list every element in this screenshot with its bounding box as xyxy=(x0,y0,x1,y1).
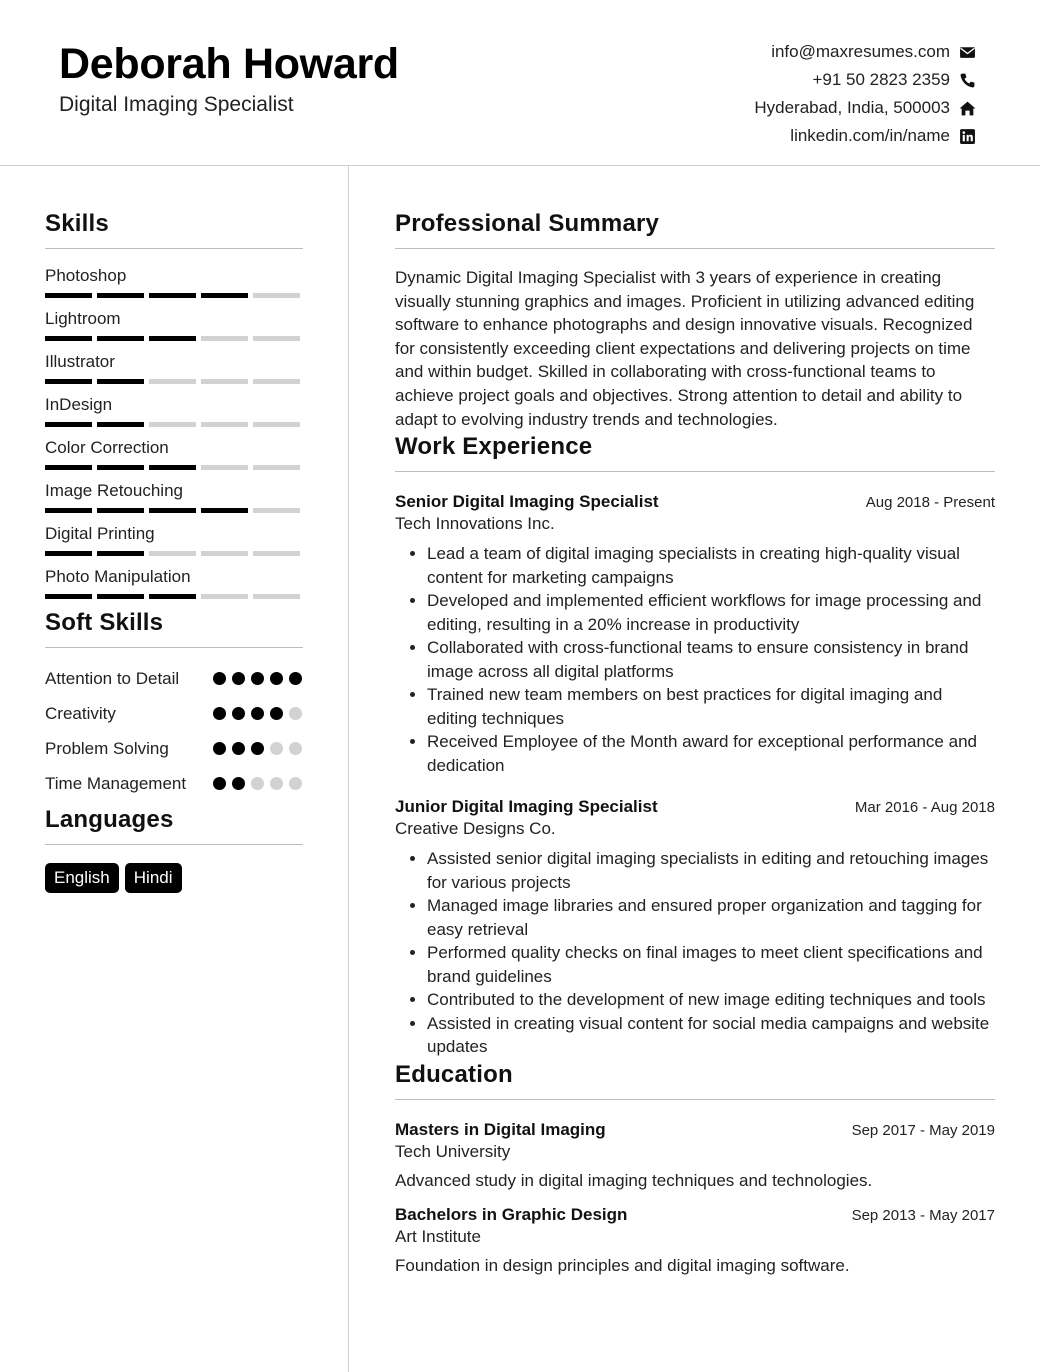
soft-skill-level-dot xyxy=(251,742,264,755)
job-bullet: • Lead a team of digital imaging specialists in creating high-quality visual content for marketing campaigns xyxy=(427,542,995,589)
soft-skills-heading: Soft Skills xyxy=(45,609,303,648)
home-icon xyxy=(958,99,976,117)
soft-skill-level-dot xyxy=(289,672,302,685)
languages-heading: Languages xyxy=(45,806,303,845)
language-badge: English xyxy=(45,863,119,893)
skill-level-segment xyxy=(201,379,248,384)
skill-level-bar xyxy=(45,422,303,427)
skill-level-segment xyxy=(201,293,248,298)
skill-level-segment xyxy=(97,465,144,470)
education-school: Tech University xyxy=(395,1141,511,1161)
job-header xyxy=(395,492,995,512)
education-heading: Education xyxy=(395,1061,995,1100)
job-title: Junior Digital Imaging Specialist xyxy=(395,797,658,817)
skill-level-segment xyxy=(253,508,300,513)
language-badge: Hindi xyxy=(125,863,182,893)
contact-address xyxy=(754,94,976,122)
soft-skill-level-dot xyxy=(232,672,245,685)
job-title: Senior Digital Imaging Specialist xyxy=(395,492,659,512)
job-bullet: • Performed quality checks on final images to meet client specifications and brand guidelines xyxy=(427,941,995,988)
skill-item xyxy=(45,437,303,480)
skill-level-segment xyxy=(253,293,300,298)
skill-level-segment xyxy=(201,551,248,556)
contact-phone[interactable] xyxy=(754,66,976,94)
skill-level-segment xyxy=(201,594,248,599)
skill-level-segment xyxy=(97,422,144,427)
skill-level-segment xyxy=(149,293,196,298)
soft-skill-level-dot xyxy=(251,672,264,685)
skill-level-segment xyxy=(201,336,248,341)
skill-level-segment xyxy=(97,551,144,556)
contact-phone-text[interactable]: +91 50 2823 2359 xyxy=(812,70,950,89)
skill-level-segment xyxy=(97,594,144,599)
soft-skill-item xyxy=(45,736,303,767)
soft-skill-name: Time Management xyxy=(45,774,187,793)
education-header xyxy=(395,1205,995,1225)
skill-level-bar xyxy=(45,293,303,298)
soft-skill-level-dot xyxy=(270,707,283,720)
left-column xyxy=(45,210,303,893)
skill-level-segment xyxy=(45,379,92,384)
skill-level-bar xyxy=(45,465,303,470)
soft-skill-name: Creativity xyxy=(45,704,116,723)
skill-level-segment xyxy=(45,551,92,556)
skill-name: Color Correction xyxy=(45,438,169,457)
skill-item xyxy=(45,394,303,437)
skill-name: Digital Printing xyxy=(45,524,155,543)
education-header xyxy=(395,1120,995,1140)
job-header xyxy=(395,797,995,817)
envelope-icon xyxy=(958,43,976,61)
education-description: Foundation in design principles and digital imaging software. xyxy=(395,1255,850,1275)
skills-heading: Skills xyxy=(45,210,303,249)
job-bullet: • Received Employee of the Month award for exceptional performance and dedication xyxy=(427,730,995,777)
skill-name: InDesign xyxy=(45,395,113,414)
skill-level-segment xyxy=(45,508,92,513)
skill-name: Illustrator xyxy=(45,352,115,371)
soft-skill-level-dot xyxy=(232,707,245,720)
skill-level-segment xyxy=(201,422,248,427)
soft-skill-item xyxy=(45,666,303,697)
phone-icon xyxy=(958,71,976,89)
soft-skill-item xyxy=(45,771,303,802)
skill-level-segment xyxy=(149,594,196,599)
job-bullet: • Developed and implemented efficient workflows for image processing and editing, resulting in a 20% increase in productivity xyxy=(427,589,995,636)
soft-skill-level-dots xyxy=(213,666,303,697)
soft-skill-name: Problem Solving xyxy=(45,739,169,758)
job-bullet: • Assisted in creating visual content for social media campaigns and website updates xyxy=(427,1012,995,1059)
skill-name: Photo Manipulation xyxy=(45,567,191,586)
skill-level-segment xyxy=(253,551,300,556)
soft-skills-list xyxy=(45,666,303,802)
soft-skill-level-dot xyxy=(270,777,283,790)
job-company: Tech Innovations Inc. xyxy=(395,514,555,534)
soft-skill-level-dots xyxy=(213,771,303,802)
resume-header xyxy=(0,0,1040,166)
job-bullets xyxy=(395,542,995,777)
linkedin-icon xyxy=(958,127,976,145)
skill-level-segment xyxy=(45,336,92,341)
skill-item xyxy=(45,523,303,566)
contact-linkedin-text[interactable]: linkedin.com/in/name xyxy=(790,126,950,145)
experience-list xyxy=(395,492,995,1059)
soft-skill-level-dot xyxy=(232,777,245,790)
job-bullet: • Collaborated with cross-functional teams to ensure consistency in brand image across all digital platforms xyxy=(427,636,995,683)
skill-level-segment xyxy=(253,465,300,470)
education-description: Advanced study in digital imaging techniques and technologies. xyxy=(395,1170,873,1190)
education-list xyxy=(395,1120,995,1276)
skill-item xyxy=(45,308,303,351)
skill-level-segment xyxy=(149,379,196,384)
skill-item xyxy=(45,351,303,394)
skill-level-segment xyxy=(149,465,196,470)
summary-text: Dynamic Digital Imaging Specialist with 3 years of experience in creating visually stunning graphics and images. Proficient in utilizing advanced editing software to enhance photographs and design innovative visuals. Recognized for consistently exceeding client expectations and delivering projects on time and within budget. Skilled in collaborating with cross-functional teams to achieve project goals and objectives. Strong attention to detail and ability to adapt to evolving industry trends and technologies. xyxy=(395,268,975,429)
skill-level-segment xyxy=(253,336,300,341)
soft-skill-name: Attention to Detail xyxy=(45,669,180,688)
skill-level-segment xyxy=(201,465,248,470)
skill-name: Photoshop xyxy=(45,266,127,285)
skill-level-segment xyxy=(45,422,92,427)
contact-linkedin[interactable] xyxy=(754,122,976,150)
job-bullet: • Trained new team members on best practices for digital imaging and editing techniques xyxy=(427,683,995,730)
skill-level-segment xyxy=(149,551,196,556)
skill-level-segment xyxy=(45,293,92,298)
education-date: Sep 2013 - May 2017 xyxy=(851,1206,995,1224)
skill-item xyxy=(45,265,303,308)
soft-skill-level-dot xyxy=(270,742,283,755)
soft-skill-level-dot xyxy=(289,707,302,720)
skill-level-bar xyxy=(45,508,303,513)
skill-level-segment xyxy=(253,422,300,427)
job-bullet: • Assisted senior digital imaging specialists in editing and retouching images for various projects xyxy=(427,847,995,894)
job-date: Aug 2018 - Present xyxy=(865,494,995,512)
job-date: Mar 2016 - Aug 2018 xyxy=(854,799,995,817)
soft-skill-level-dot xyxy=(213,672,226,685)
job-company: Creative Designs Co. xyxy=(395,819,556,839)
skill-level-segment xyxy=(97,379,144,384)
soft-skill-level-dots xyxy=(213,701,303,732)
job-bullet: • Managed image libraries and ensured proper organization and tagging for easy retrieval xyxy=(427,894,995,941)
skill-level-segment xyxy=(45,594,92,599)
contact-email-text[interactable]: info@maxresumes.com xyxy=(771,42,950,61)
right-column xyxy=(395,210,995,1276)
skill-level-segment xyxy=(97,508,144,513)
skill-level-segment xyxy=(149,336,196,341)
job-entry xyxy=(395,492,995,777)
skills-list xyxy=(45,265,303,609)
soft-skill-level-dot xyxy=(289,777,302,790)
soft-skill-item xyxy=(45,701,303,732)
education-degree: Masters in Digital Imaging xyxy=(395,1119,606,1139)
soft-skill-level-dot xyxy=(213,742,226,755)
education-school: Art Institute xyxy=(395,1226,481,1246)
soft-skill-level-dot xyxy=(289,742,302,755)
skill-level-segment xyxy=(149,508,196,513)
experience-heading: Work Experience xyxy=(395,433,995,472)
soft-skill-level-dot xyxy=(232,742,245,755)
skill-name: Lightroom xyxy=(45,309,121,328)
skill-level-segment xyxy=(253,379,300,384)
contact-list xyxy=(754,38,976,150)
soft-skill-level-dot xyxy=(251,707,264,720)
summary-heading: Professional Summary xyxy=(395,210,995,249)
languages-list xyxy=(45,863,303,893)
education-degree: Bachelors in Graphic Design xyxy=(395,1204,628,1224)
soft-skill-level-dot xyxy=(213,777,226,790)
skill-level-segment xyxy=(253,594,300,599)
soft-skill-level-dot xyxy=(251,777,264,790)
skill-name: Image Retouching xyxy=(45,481,183,500)
job-bullet: • Contributed to the development of new image editing techniques and tools xyxy=(427,988,995,1012)
skill-level-segment xyxy=(97,293,144,298)
education-date: Sep 2017 - May 2019 xyxy=(851,1121,995,1139)
skill-level-bar xyxy=(45,336,303,341)
skill-level-bar xyxy=(45,594,303,599)
skill-level-bar xyxy=(45,551,303,556)
soft-skill-level-dots xyxy=(213,736,303,767)
job-entry xyxy=(395,797,995,1059)
skill-level-segment xyxy=(201,508,248,513)
column-divider xyxy=(348,166,349,1372)
skill-item xyxy=(45,480,303,523)
contact-email[interactable] xyxy=(754,38,976,66)
candidate-title: Digital Imaging Specialist xyxy=(59,93,294,116)
education-entry xyxy=(395,1205,995,1276)
soft-skill-level-dot xyxy=(213,707,226,720)
job-bullets xyxy=(395,847,995,1059)
skill-level-segment xyxy=(45,465,92,470)
skill-level-segment xyxy=(149,422,196,427)
skill-level-segment xyxy=(97,336,144,341)
education-entry xyxy=(395,1120,995,1191)
contact-address-text: Hyderabad, India, 500003 xyxy=(754,98,950,117)
candidate-name: Deborah Howard xyxy=(59,40,399,88)
skill-level-bar xyxy=(45,379,303,384)
soft-skill-level-dot xyxy=(270,672,283,685)
skill-item xyxy=(45,566,303,609)
